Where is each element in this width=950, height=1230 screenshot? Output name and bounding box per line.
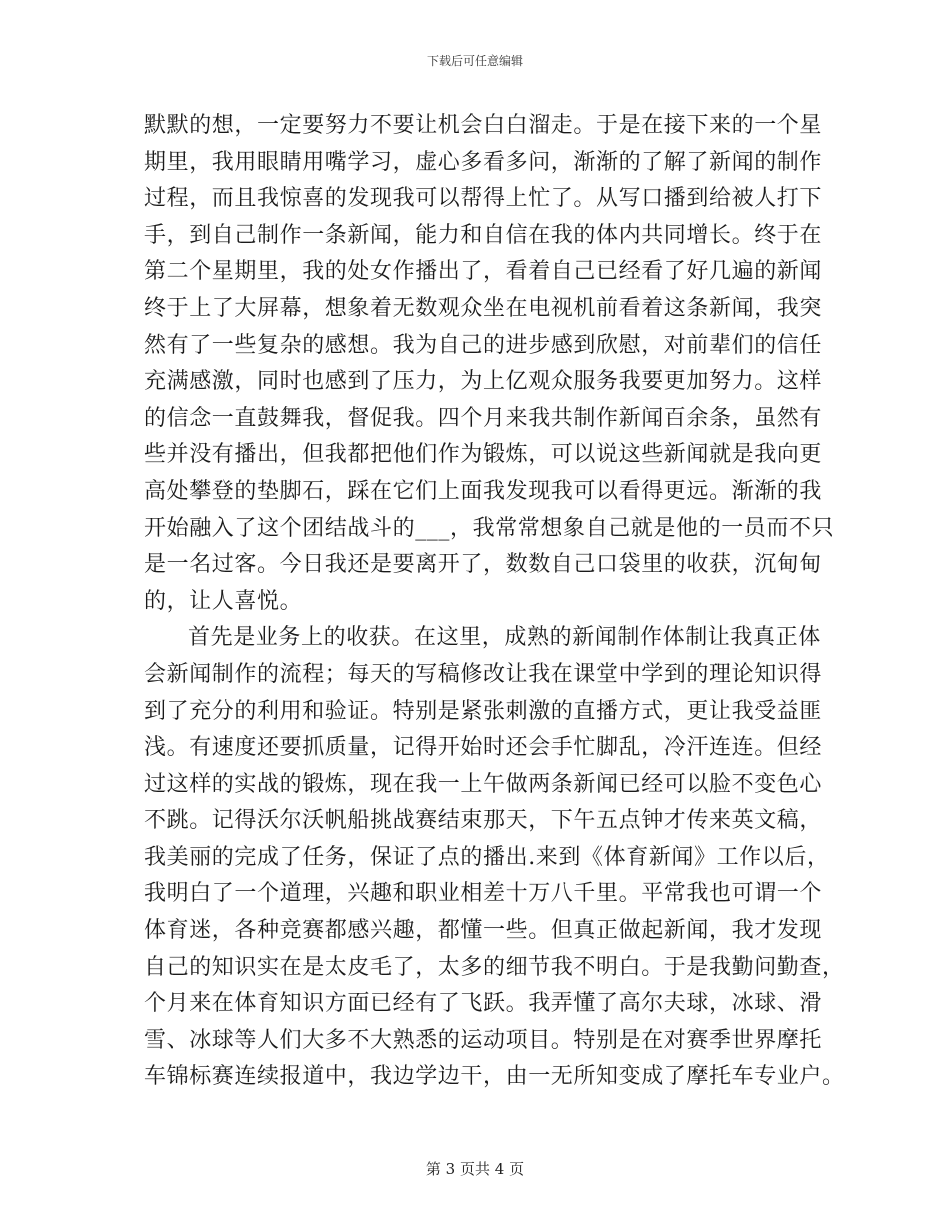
text-line: 高处攀登的垫脚石，踩在它们上面我发现我可以看得更远。渐渐的我 [144,478,823,504]
text-line: 我美丽的完成了任务，保证了点的播出.来到《体育新闻》工作以后， [144,844,830,870]
text-line: 会新闻制作的流程；每天的写稿修改让我在课堂中学到的理论知识得 [144,661,823,687]
text-line: 默默的想，一定要努力不要让机会白白溜走。于是在接下来的一个星 [144,113,823,138]
text-line: 浅。有速度还要抓质量，记得开始时还会手忙脚乱，冷汗连连。但经 [144,735,823,761]
page-number: 第 3 页共 4 页 [425,1160,525,1178]
text-line: 车锦标赛连续报道中，我边学边干，由一无所知变成了摩托车专业户。 [144,1064,845,1090]
text-line: 手，到自己制作一条新闻，能力和自信在我的体内共同增长。终于在 [144,222,823,248]
text-line: 个月来在体育知识方面已经有了飞跃。我弄懂了高尔夫球，冰球、滑 [144,991,823,1017]
paragraph-start-line: 首先是业务上的收获。在这里，成熟的新闻制作体制让我真正体 [188,625,821,651]
text-line: 终于上了大屏幕，想象着无数观众坐在电视机前看着这条新闻，我突 [144,295,823,321]
text-line: 过程，而且我惊喜的发现我可以帮得上忙了。从写口播到给被人打下 [144,186,823,212]
text-line: 充满感激，同时也感到了压力，为上亿观众服务我要更加努力。这样 [144,369,823,395]
text-line: 开始融入了这个团结战斗的___，我常常想象自己就是他的一员而不只 [144,515,835,541]
text-line: 体育迷，各种竞赛都感兴趣，都懂一些。但真正做起新闻，我才发现 [144,918,823,944]
text-line: 期里，我用眼睛用嘴学习，虚心多看多问，渐渐的了解了新闻的制作 [144,149,823,175]
document-body [144,108,845,1096]
text-line: 的信念一直鼓舞我，督促我。四个月来我共制作新闻百余条，虽然有 [144,405,823,431]
text-line: 是一名过客。今日我还是要离开了，数数自己口袋里的收获，沉甸甸 [144,552,823,578]
text-line: 自己的知识实在是太皮毛了，太多的细节我不明白。于是我勤问勤查， [144,954,845,980]
page-header: 下载后可任意编辑 [426,54,523,68]
text-line: 过这样的实战的锻炼，现在我一上午做两条新闻已经可以脸不变色心 [144,771,823,797]
text-line: 第二个星期里，我的处女作播出了，看着自己已经看了好几遍的新闻 [144,259,823,285]
text-line: 不跳。记得沃尔沃帆船挑战赛结束那天，下午五点钟才传来英文稿， [144,808,823,834]
text-line: 雪、冰球等人们大多不大熟悉的运动项目。特别是在对赛季世界摩托 [144,1027,823,1053]
text-line: 的，让人喜悦。 [144,588,303,614]
text-line: 然有了一些复杂的感想。我为自己的进步感到欣慰，对前辈们的信任 [144,332,823,358]
text-line: 我明白了一个道理，兴趣和职业相差十万八千里。平常我也可谓一个 [144,881,823,907]
text-line: 些并没有播出，但我都把他们作为锻炼，可以说这些新闻就是我向更 [144,442,823,468]
text-line: 到了充分的利用和验证。特别是紧张刺激的直播方式，更让我受益匪 [144,698,823,724]
